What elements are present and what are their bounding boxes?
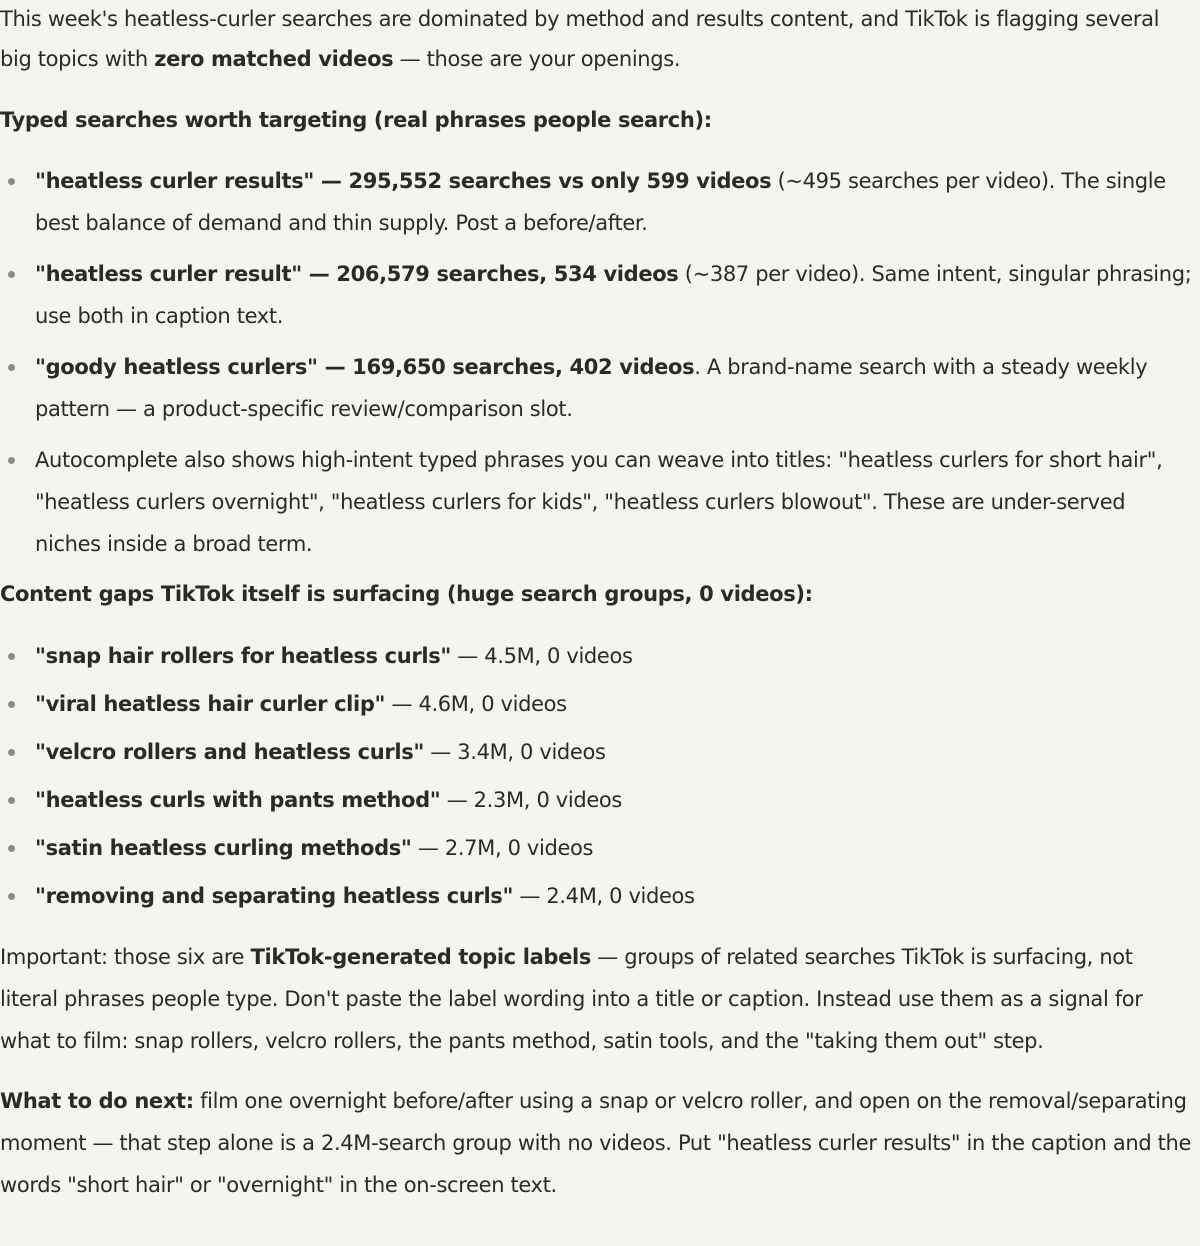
list-item-text: — 4.6M, 0 videos bbox=[385, 692, 567, 716]
list-item-bold: "goody heatless curlers" — 169,650 searches, 402 videos bbox=[35, 355, 695, 379]
list-item-bold: "heatless curler results" — 295,552 searches vs only 599 videos bbox=[35, 169, 772, 193]
list-item bbox=[0, 636, 1192, 676]
list-item-text: — 3.4M, 0 videos bbox=[423, 740, 606, 764]
list-item-bold: "viral heatless hair curler clip" bbox=[35, 692, 386, 716]
intro-text-before: This week's heatless-curler searches are dominated by method and results content, and TikTok is flagging several big topics with bbox=[0, 7, 1160, 71]
list-item-text: . A brand-name search with a steady weekly pattern — a product-specific review/comparison slot. bbox=[35, 355, 1148, 421]
list-item-bold: "heatless curls with pants method" bbox=[35, 788, 441, 812]
list-item-bold: "removing and separating heatless curls" bbox=[35, 884, 514, 908]
list-item bbox=[0, 828, 1192, 868]
list-item-text: — 4.5M, 0 videos bbox=[450, 644, 633, 668]
list-item bbox=[0, 160, 1192, 244]
note-text-before: Important: those six are bbox=[0, 945, 251, 969]
list-item bbox=[0, 253, 1192, 337]
list-item bbox=[0, 876, 1192, 916]
list-item-bold: "satin heatless curling methods" bbox=[35, 836, 412, 860]
list-item bbox=[0, 346, 1192, 430]
intro-paragraph bbox=[0, 0, 1192, 79]
note-bold: TikTok-generated topic labels bbox=[250, 945, 591, 969]
typed-searches-heading: Typed searches worth targeting (real phrases people search): bbox=[0, 108, 712, 132]
content-gaps-list bbox=[0, 636, 1192, 916]
list-item-text: (~495 searches per video). The single best balance of demand and thin supply. Post a before/after. bbox=[35, 169, 1166, 235]
list-item-text: (~387 per video). Same intent, singular phrasing; use both in caption text. bbox=[35, 262, 1192, 328]
list-item-bold: "velcro rollers and heatless curls" bbox=[35, 740, 424, 764]
note-text-after: — groups of related searches TikTok is surfacing, not literal phrases people type. Don't paste the label wording into a title or caption. Instead use them as a signal for what to film: snap rollers, velcro rollers, the pants method, satin tools, and the "taking them out" step. bbox=[0, 945, 1143, 1053]
list-item-text: Autocomplete also shows high-intent typed phrases you can weave into titles: "heatless curlers for short hair", "heatless curlers overnight", "heatless curlers for kids", "heatless curlers blowout". These are under-served niches inside a broad term. bbox=[35, 448, 1163, 556]
list-item bbox=[0, 732, 1192, 772]
list-item bbox=[0, 439, 1192, 565]
important-note-paragraph bbox=[0, 936, 1192, 1062]
list-item-text: — 2.3M, 0 videos bbox=[440, 788, 622, 812]
list-item bbox=[0, 684, 1192, 724]
next-steps-paragraph bbox=[0, 1080, 1192, 1206]
intro-bold: zero matched videos bbox=[154, 47, 394, 71]
list-item-text: — 2.4M, 0 videos bbox=[513, 884, 695, 908]
list-item bbox=[0, 780, 1192, 820]
next-steps-text: film one overnight before/after using a snap or velcro roller, and open on the removal/separating moment — that step alone is a 2.4M-search group with no videos. Put "heatless curler results" in the caption and the words "short hair" or "overnight" in the on-screen text. bbox=[0, 1089, 1192, 1197]
typed-searches-list bbox=[0, 160, 1192, 565]
content-gaps-heading: Content gaps TikTok itself is surfacing (huge search groups, 0 videos): bbox=[0, 582, 813, 606]
list-item-text: — 2.7M, 0 videos bbox=[411, 836, 594, 860]
list-item-bold: "snap hair rollers for heatless curls" bbox=[35, 644, 451, 668]
intro-text-after: — those are your openings. bbox=[393, 47, 681, 71]
next-steps-label: What to do next: bbox=[0, 1089, 194, 1113]
list-item-bold: "heatless curler result" — 206,579 searches, 534 videos bbox=[35, 262, 679, 286]
